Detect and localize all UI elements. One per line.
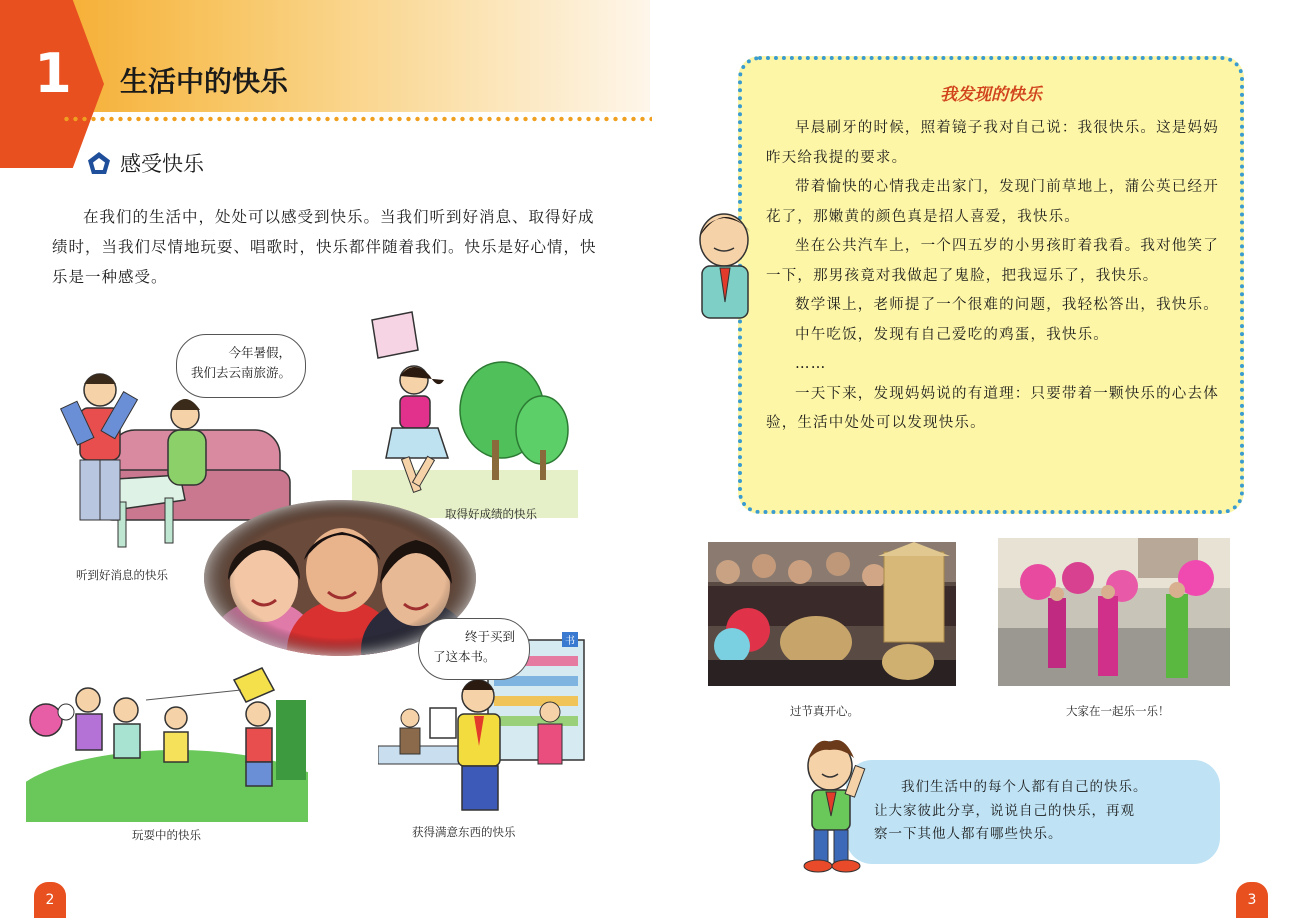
caption-satisfied: 获得满意东西的快乐 [412, 825, 516, 839]
intro-line: 在我们的生活中，处处可以感受到快乐。当我们听到好消息、取得好 [83, 208, 579, 226]
tip-bubble [846, 760, 1220, 864]
tip-line: 察一下其他人都有哪些快乐。 [874, 826, 1063, 842]
illustration-boy-thinking [690, 206, 760, 322]
caption-play: 玩耍中的快乐 [132, 828, 201, 842]
discover-paragraph: 坐在公共汽车上，一个四五岁的小男孩盯着我看。我对他笑了一下，那男孩竟对我做起了鬼脸，把我逗乐了，我快乐。 [766, 238, 1219, 284]
speech-line: 了这本书。 [433, 649, 496, 664]
festival-crowd-photo [708, 542, 956, 686]
illustration-good-grades [352, 310, 578, 518]
speech-line: 终于买到 [464, 629, 515, 644]
girl-with-certificate-illustration [352, 310, 578, 518]
tip-line: 我们生活中的每个人都有自己的快乐。 [901, 779, 1148, 795]
speech-line: 今年暑假， [228, 345, 291, 360]
discover-box-text [766, 114, 1226, 439]
discover-paragraph: 中午吃饭，发现有自己爱吃的鸡蛋，我快乐。 [795, 326, 1109, 343]
illustration-play [26, 660, 308, 822]
intro-line: 快乐是一种感受。 [52, 238, 597, 286]
caption-good-news: 听到好消息的快乐 [76, 568, 168, 582]
section-heading [88, 148, 204, 178]
discover-happiness-box [738, 56, 1244, 514]
discover-paragraph: 带着愉快的心情我走出家门，发现门前草地上，蒲公英已经开花了，那嫩黄的颜色真是招人喜爱，我快乐。 [766, 179, 1219, 225]
photo-festival [708, 542, 956, 686]
illustration-boy-waving [796, 736, 876, 874]
discover-paragraph: …… [795, 356, 827, 372]
page-number-right: 3 [1236, 882, 1268, 918]
tip-text [874, 776, 1204, 847]
discover-paragraph: 一天下来，发现妈妈说的有道理：只要带着一颗快乐的心去体验，生活中处处可以发现快乐。 [766, 385, 1219, 431]
discover-paragraph: 数学课上，老师提了一个很难的问题，我轻松答出，我快乐。 [795, 297, 1219, 313]
section-title: 感受快乐 [120, 152, 204, 176]
speech-bubble-travel [176, 334, 306, 398]
tip-line: 让大家彼此分享，说说自己的快乐，再观 [874, 802, 1135, 819]
discover-box-title: 我发现的快乐 [940, 85, 1042, 105]
caption-good-grades: 取得好成绩的快乐 [445, 507, 537, 521]
chapter-title: 生活中的快乐 [120, 65, 289, 98]
caption-festival: 过节真开心。 [790, 704, 859, 718]
bookstore-sign: 书 [562, 632, 578, 647]
chapter-number: 1 [34, 42, 72, 105]
fan-dance-photo [998, 538, 1230, 686]
children-kite-illustration [26, 660, 308, 822]
pentagon-bullet-icon [88, 152, 110, 174]
boy-red-scarf-illustration [690, 206, 760, 322]
intro-paragraph [52, 202, 608, 292]
caption-dance: 大家在一起乐一乐！ [1066, 704, 1170, 718]
intro-line: 成绩时，当我们尽情地玩耍、唱歌时，快乐都伴随着我们。快乐是好心情， [52, 208, 595, 256]
speech-bubble-book [418, 618, 530, 680]
photo-dance [998, 538, 1230, 686]
dotted-divider [62, 116, 652, 122]
speech-line: 我们去云南旅游。 [191, 365, 292, 380]
page-number-left: 2 [34, 882, 66, 918]
discover-paragraph: 早晨刷牙的时候，照着镜子我对自己说：我很快乐。这是妈妈昨天给我提的要求。 [766, 120, 1219, 166]
waving-boy-illustration [796, 736, 876, 874]
